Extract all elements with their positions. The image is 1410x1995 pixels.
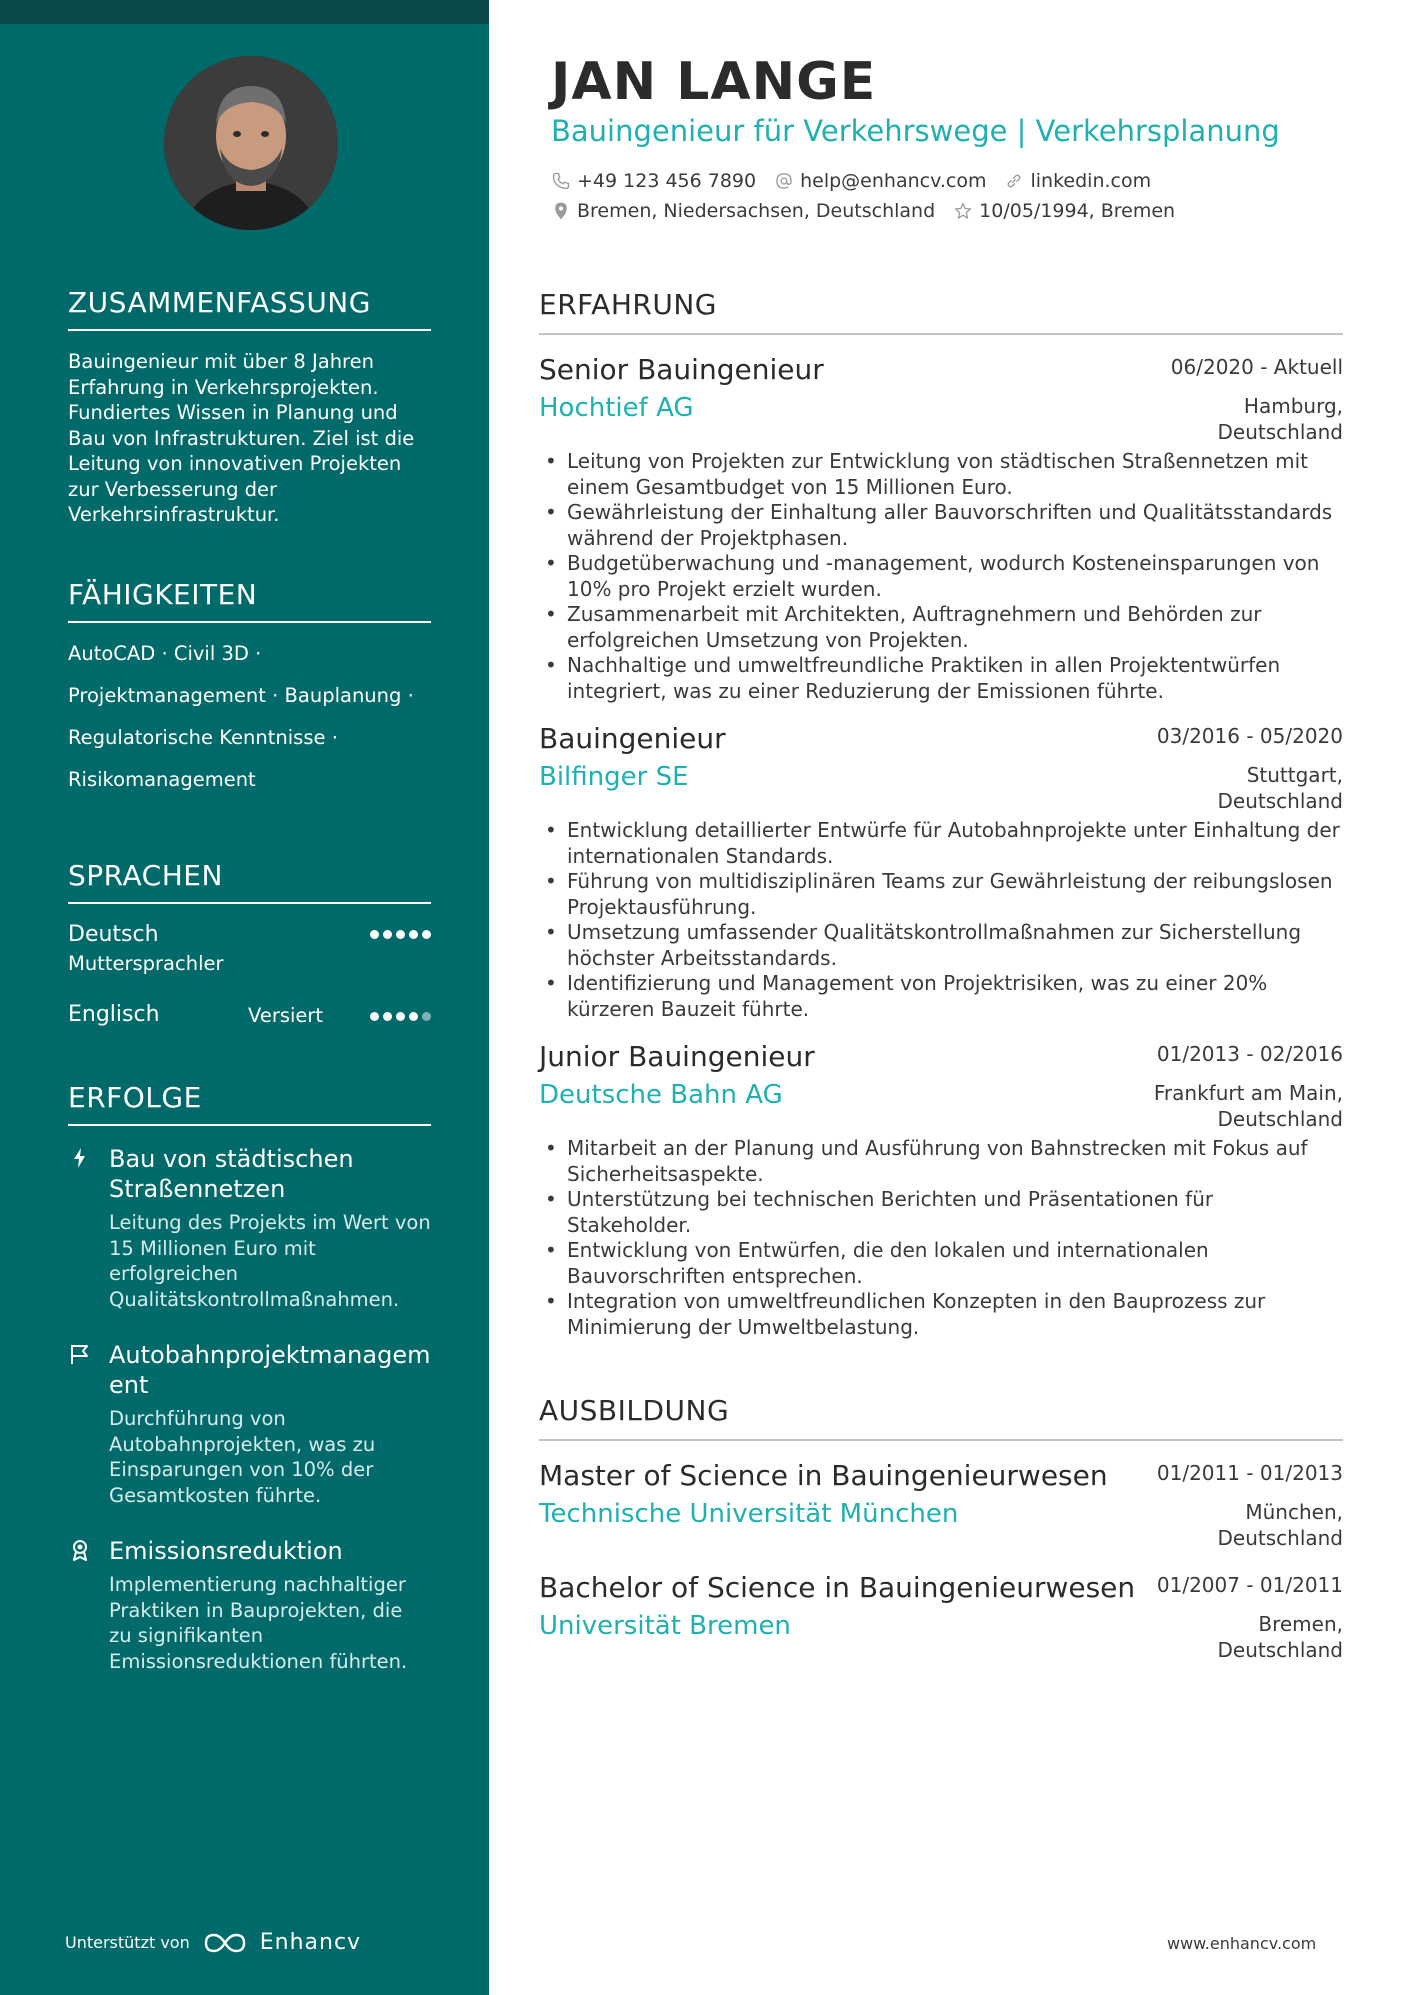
- summary-section: [68, 286, 431, 528]
- job-bullets: [539, 1136, 1343, 1340]
- job-header: [539, 353, 1343, 393]
- contact-birth: [953, 200, 1175, 222]
- job-title: Bauingenieur: [539, 722, 726, 755]
- education-date: 01/2007 - 01/2011: [1156, 1573, 1343, 1597]
- job-date: 06/2020 - Aktuell: [1170, 355, 1343, 379]
- rating-dot: [383, 930, 392, 939]
- job-company: Deutsche Bahn AG: [539, 1080, 783, 1110]
- education-location-country: Deutschland: [1217, 1526, 1343, 1550]
- avatar-portrait: [164, 56, 338, 230]
- language-name: Deutsch: [68, 922, 159, 947]
- job-location: [1154, 1080, 1343, 1132]
- at-icon: [774, 171, 794, 191]
- job-bullet: • Identifizierung und Management von Projektrisiken, was zu einer 20% kürzeren Bauzeit führte.: [539, 971, 1343, 1022]
- job-bullet: • Gewährleistung der Einhaltung aller Bauvorschriften und Qualitätsstandards während der Projektphasen.: [539, 500, 1343, 551]
- education-degree: Bachelor of Science in Bauingenieurwesen: [539, 1571, 1136, 1604]
- achievement-title: Autobahnprojektmanagem ent: [109, 1341, 431, 1399]
- job-bullet: • Umsetzung umfassender Qualitätskontrollmaßnahmen zur Sicherstellung höchster Arbeitsstandards.: [539, 920, 1343, 971]
- job-bullet: • Entwicklung detaillierter Entwürfe für Autobahnprojekte unter Einhaltung der internationalen Standards.: [539, 818, 1343, 869]
- education-subheader: [539, 1611, 1343, 1663]
- job-bullet: • Unterstützung bei technischen Berichten und Präsentationen für Stakeholder.: [539, 1187, 1343, 1238]
- job-header: [539, 722, 1343, 762]
- language-row-englisch: [68, 1002, 431, 1066]
- education-subheader: [539, 1499, 1343, 1551]
- education-location-city: Bremen,: [1258, 1612, 1343, 1636]
- language-name: Englisch: [68, 1002, 160, 1027]
- sidebar-top-bar: [0, 0, 489, 24]
- skills-section: [68, 578, 431, 809]
- linkedin-text: linkedin.com: [1030, 170, 1152, 192]
- languages-section: [68, 859, 431, 1066]
- education-degree: Master of Science in Bauingenieurwesen: [539, 1459, 1108, 1492]
- rating-dot: [409, 1012, 418, 1021]
- sidebar: [0, 0, 489, 1995]
- achievements-section: [68, 1081, 431, 1702]
- powered-by-brand: Enhancv: [259, 1930, 362, 1955]
- education-item: [539, 1459, 1343, 1551]
- language-rating: [370, 930, 431, 939]
- job-location-city: Hamburg,: [1243, 394, 1343, 418]
- job-bullet: • Nachhaltige und umweltfreundliche Praktiken in allen Projektentwürfen integriert, was zu einer Reduzierung der Emissionen führte.: [539, 653, 1343, 704]
- skill-line: AutoCAD · Civil 3D ·: [68, 642, 262, 665]
- contact-linkedin[interactable]: [1004, 170, 1151, 192]
- education-header: [539, 1459, 1343, 1499]
- location-text: Bremen, Niedersachsen, Deutschland: [577, 200, 936, 222]
- job-location-city: Frankfurt am Main,: [1153, 1081, 1343, 1105]
- job-bullets: [539, 449, 1343, 704]
- education-location: [1218, 1611, 1344, 1663]
- skill-line: Regulatorische Kenntnisse ·: [68, 726, 338, 749]
- job-bullets: [539, 818, 1343, 1022]
- avatar: [164, 56, 338, 230]
- link-icon: [1004, 171, 1024, 191]
- job-date: 01/2013 - 02/2016: [1156, 1042, 1343, 1066]
- rating-dot: [396, 1012, 405, 1021]
- job-subheader: [539, 1080, 1343, 1132]
- job-title: Senior Bauingenieur: [539, 353, 824, 386]
- education-school: Universität Bremen: [539, 1611, 791, 1641]
- education-item: [539, 1571, 1343, 1663]
- job-bullet: • Integration von umweltfreundlichen Konzepten in den Bauprozess zur Minimierung der Umweltbelastung.: [539, 1289, 1343, 1340]
- birth-text: 10/05/1994, Bremen: [979, 200, 1176, 222]
- phone-text: +49 123 456 7890: [577, 170, 757, 192]
- achievement-desc: Implementierung nachhaltiger Praktiken in Bauprojekten, die zu signifikanten Emissionsreduktionen führten.: [109, 1573, 408, 1673]
- job-location: [1218, 393, 1344, 445]
- languages-title: SPRACHEN: [68, 859, 431, 904]
- summary-text: Bauingenieur mit über 8 Jahren Erfahrung in Verkehrsprojekten. Fundiertes Wissen in Planung und Bau von Infrastrukturen. Ziel ist die Leitung von innovativen Projekten zur Verbesserung der Verkehrsinfrastruktur.: [68, 350, 415, 526]
- education-school: Technische Universität München: [539, 1499, 959, 1529]
- education-title: AUSBILDUNG: [539, 1394, 1343, 1441]
- job-bullet: • Zusammenarbeit mit Architekten, Auftragnehmern und Behörden zur erfolgreichen Umsetzung von Projekten.: [539, 602, 1343, 653]
- job-bullet: • Führung von multidisziplinären Teams zur Gewährleistung der reibungslosen Projektausführung.: [539, 869, 1343, 920]
- job-item: [539, 1040, 1343, 1340]
- job-subheader: [539, 762, 1343, 814]
- achievement-item: [68, 1536, 431, 1674]
- achievement-item: [68, 1144, 431, 1312]
- contact-location: [551, 200, 935, 222]
- rating-dot-empty: [422, 1012, 431, 1021]
- job-location: [1218, 762, 1344, 814]
- job-header: [539, 1040, 1343, 1080]
- phone-icon: [551, 171, 571, 191]
- rating-dot: [409, 930, 418, 939]
- experience-section: [539, 288, 1343, 1340]
- summary-title: ZUSAMMENFASSUNG: [68, 286, 431, 331]
- job-company: Hochtief AG: [539, 393, 694, 423]
- rating-dot: [370, 930, 379, 939]
- language-level: Muttersprachler: [68, 952, 224, 975]
- education-date: 01/2011 - 01/2013: [1156, 1461, 1343, 1485]
- skill-line: Projektmanagement · Bauplanung ·: [68, 684, 414, 707]
- achievements-title: ERFOLGE: [68, 1081, 431, 1126]
- job-location-country: Deutschland: [1217, 420, 1343, 444]
- job-title: Junior Bauingenieur: [539, 1040, 815, 1073]
- candidate-name: JAN LANGE: [551, 52, 877, 112]
- contact-row-1: [551, 170, 1151, 192]
- powered-by: [65, 1930, 361, 1955]
- job-bullet: • Budgetüberwachung und -management, wodurch Kosteneinsparungen von 10% pro Projekt erzielt wurden.: [539, 551, 1343, 602]
- email-text: help@enhancv.com: [800, 170, 987, 192]
- rating-dot: [396, 930, 405, 939]
- achievement-title: Emissionsreduktion: [109, 1537, 343, 1565]
- flag-icon: [68, 1342, 92, 1366]
- footer-url[interactable]: www.enhancv.com: [1167, 1934, 1317, 1953]
- achievement-title: Bau von städtischen Straßennetzen: [109, 1145, 354, 1203]
- job-bullet: • Leitung von Projekten zur Entwicklung von städtischen Straßennetzen mit einem Gesamtbudget von 15 Millionen Euro.: [539, 449, 1343, 500]
- contact-row-2: [551, 200, 1175, 222]
- education-location: [1218, 1499, 1344, 1551]
- job-location-city: Stuttgart,: [1246, 763, 1343, 787]
- job-date: 03/2016 - 05/2020: [1156, 724, 1343, 748]
- job-bullet: • Entwicklung von Entwürfen, die den lokalen und internationalen Bauvorschriften entsprechen.: [539, 1238, 1343, 1289]
- education-location-city: München,: [1245, 1500, 1343, 1524]
- job-bullet: • Mitarbeit an der Planung und Ausführung von Bahnstrecken mit Fokus auf Sicherheitsaspekte.: [539, 1136, 1343, 1187]
- rating-dot: [422, 930, 431, 939]
- education-section: [539, 1394, 1343, 1663]
- star-icon: [953, 201, 973, 221]
- powered-by-text: Unterstützt von: [65, 1933, 190, 1952]
- skill-line: Risikomanagement: [68, 768, 256, 791]
- skills-title: FÄHIGKEITEN: [68, 578, 431, 623]
- achievement-item: [68, 1340, 431, 1508]
- rating-dot: [370, 1012, 379, 1021]
- job-subheader: [539, 393, 1343, 445]
- language-level: Versiert: [248, 1004, 324, 1027]
- job-location-country: Deutschland: [1217, 1107, 1343, 1131]
- rating-dot: [383, 1012, 392, 1021]
- achievement-desc: Leitung des Projekts im Wert von 15 Millionen Euro mit erfolgreichen Qualitätskontrollmaßnahmen.: [109, 1211, 431, 1311]
- candidate-role: Bauingenieur für Verkehrswege | Verkehrsplanung: [551, 114, 1280, 148]
- enhancv-logo-icon: [202, 1931, 248, 1955]
- education-header: [539, 1571, 1343, 1611]
- job-location-country: Deutschland: [1217, 789, 1343, 813]
- education-location-country: Deutschland: [1217, 1638, 1343, 1662]
- location-pin-icon: [551, 201, 571, 221]
- job-item: [539, 722, 1343, 1022]
- contact-email[interactable]: [774, 170, 986, 192]
- job-company: Bilfinger SE: [539, 762, 689, 792]
- language-row-deutsch: [68, 922, 431, 1002]
- experience-title: ERFAHRUNG: [539, 288, 1343, 335]
- award-icon: [68, 1538, 92, 1562]
- contact-phone: [551, 170, 756, 192]
- lightning-icon: [68, 1146, 92, 1170]
- job-item: [539, 353, 1343, 704]
- achievement-desc: Durchführung von Autobahnprojekten, was zu Einsparungen von 10% der Gesamtkosten führte.: [109, 1407, 376, 1507]
- language-rating: [370, 1012, 431, 1021]
